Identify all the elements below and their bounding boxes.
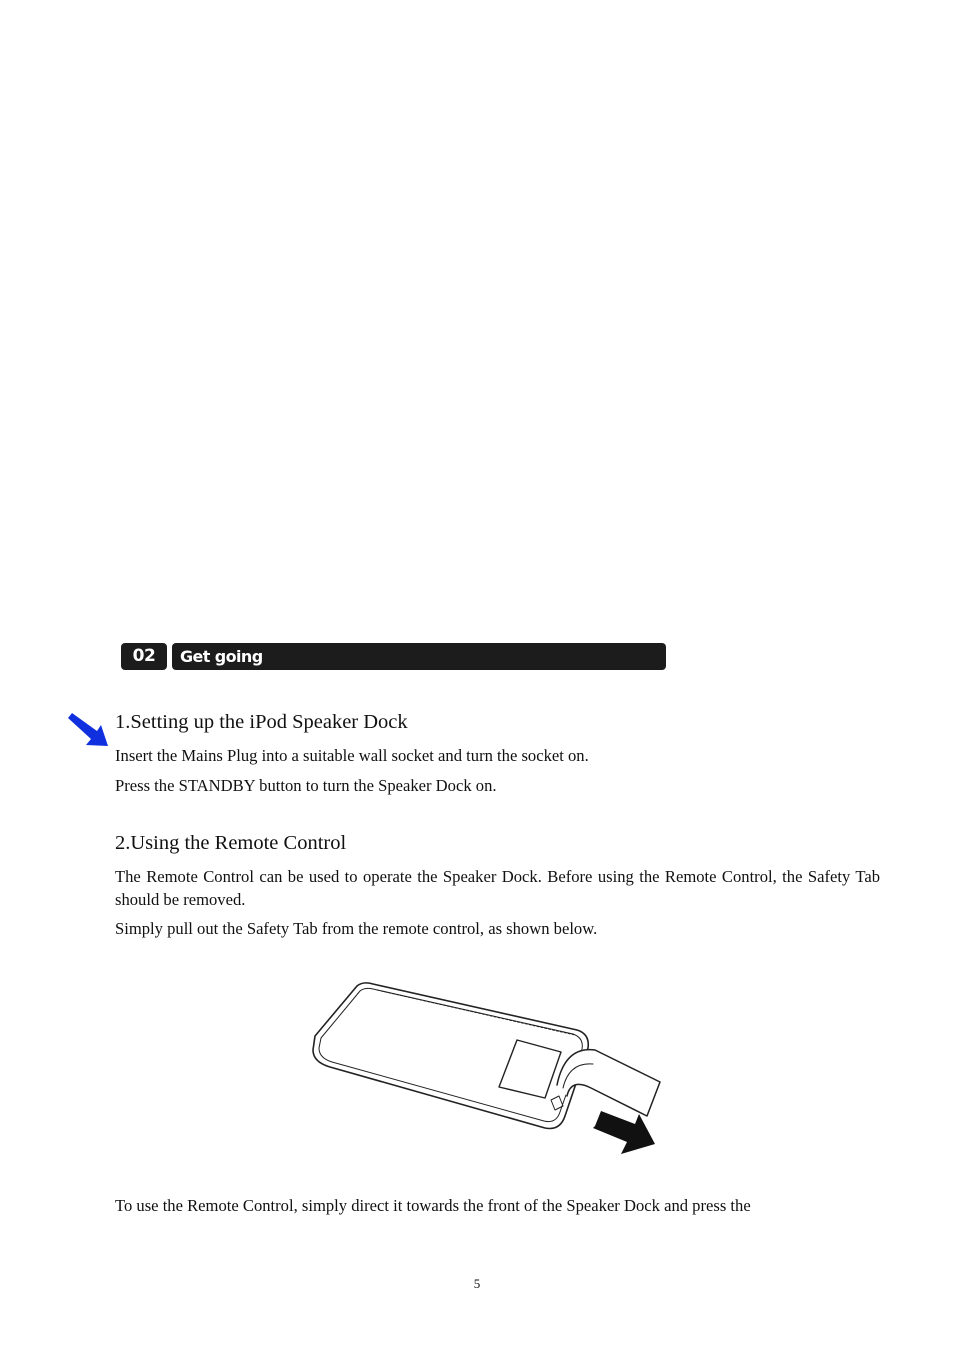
- page-number: 5: [473, 1276, 481, 1291]
- section2-para2: Simply pull out the Safety Tab from the remote control, as shown below.: [115, 919, 598, 938]
- blue-arrow-icon: [66, 712, 110, 748]
- remote-safety-tab-illustration: [305, 978, 670, 1160]
- section2-heading: 2.Using the Remote Control: [115, 832, 347, 854]
- section2-para1: The Remote Control can be used to operate the Speaker Dock. Before using the Remote Control, the Safety Tab should be removed.: [115, 867, 880, 909]
- banner-number: 02: [121, 643, 167, 670]
- section1-line1: Insert the Mains Plug into a suitable wall socket and turn the socket on.: [115, 746, 589, 765]
- banner-title: Get going: [172, 643, 666, 670]
- section1-heading: 1.Setting up the iPod Speaker Dock: [115, 711, 408, 733]
- bottom-text: To use the Remote Control, simply direct it towards the front of the Speaker Dock and press the: [115, 1196, 751, 1215]
- section1-line2: Press the STANDBY button to turn the Speaker Dock on.: [115, 776, 497, 795]
- pull-direction-arrow-icon: [593, 1111, 655, 1154]
